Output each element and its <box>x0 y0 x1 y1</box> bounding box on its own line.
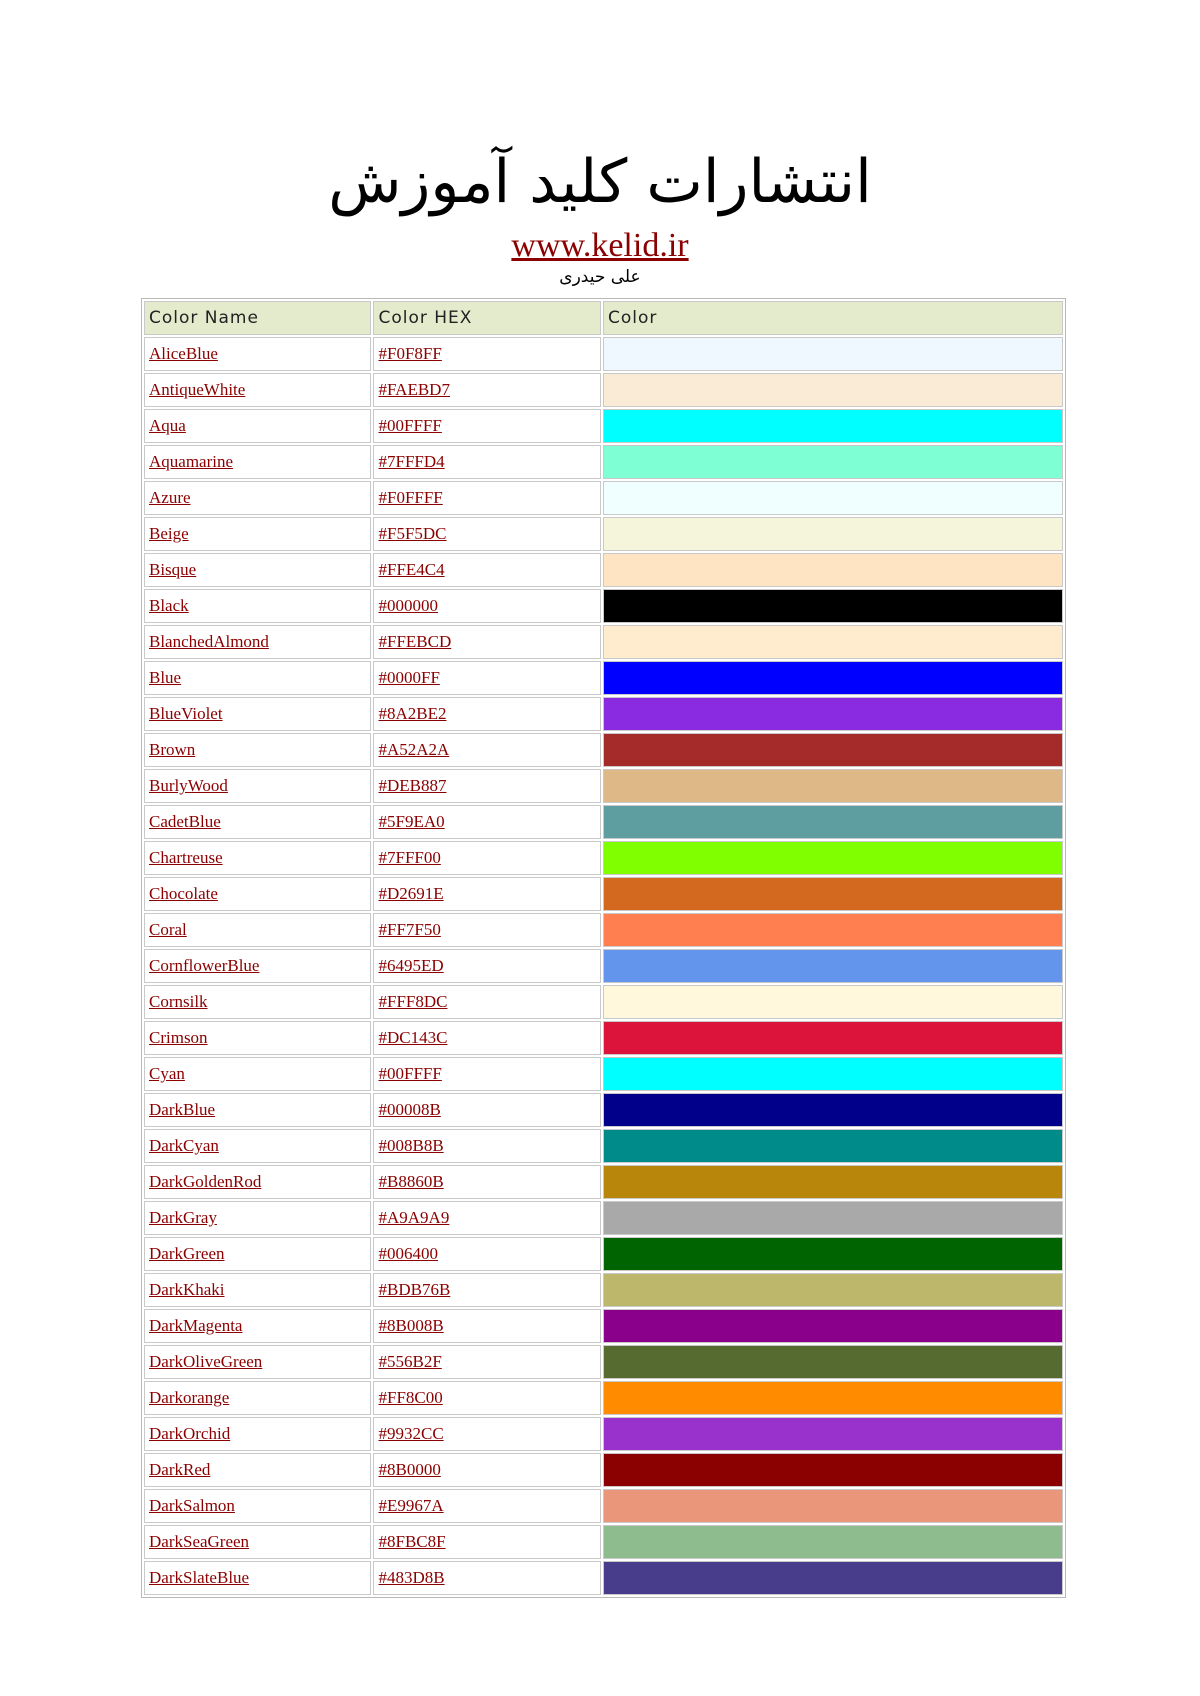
color-hex-cell <box>373 1417 600 1451</box>
column-header-color-hex: Color HEX <box>373 301 600 335</box>
color-hex-cell <box>373 553 600 587</box>
publisher-title: انتشارات کلید آموزش <box>328 147 872 217</box>
color-hex-cell <box>373 373 600 407</box>
color-hex-link[interactable]: #008B8B <box>378 1136 444 1155</box>
color-swatch <box>603 985 1063 1019</box>
color-swatch <box>603 1453 1063 1487</box>
color-hex-cell <box>373 877 600 911</box>
color-hex-link[interactable]: #FFEBCD <box>378 632 452 651</box>
color-name-link[interactable]: BlueViolet <box>149 704 223 723</box>
color-hex-cell <box>373 985 600 1019</box>
color-hex-link[interactable]: #F0FFFF <box>378 488 443 507</box>
color-name-cell <box>144 1093 371 1127</box>
color-swatch <box>603 337 1063 371</box>
color-name-cell <box>144 1381 371 1415</box>
color-hex-cell <box>373 949 600 983</box>
color-swatch <box>603 1345 1063 1379</box>
color-hex-link[interactable]: #0000FF <box>378 668 440 687</box>
color-name-link[interactable]: CadetBlue <box>149 812 221 831</box>
color-hex-cell <box>373 1057 600 1091</box>
color-swatch <box>603 913 1063 947</box>
color-swatch <box>603 1057 1063 1091</box>
color-hex-cell <box>373 1021 600 1055</box>
table-row <box>144 1489 1063 1523</box>
color-hex-cell <box>373 1237 600 1271</box>
color-hex-cell <box>373 1201 600 1235</box>
color-hex-link[interactable]: #BDB76B <box>378 1280 451 1299</box>
color-name-link[interactable]: Aquamarine <box>149 452 234 471</box>
color-swatch <box>603 1525 1063 1559</box>
color-name-link[interactable]: DarkOliveGreen <box>149 1352 263 1371</box>
color-hex-link[interactable]: #9932CC <box>378 1424 444 1443</box>
color-name-cell <box>144 373 371 407</box>
column-header-color: Color <box>603 301 1063 335</box>
color-name-link[interactable]: Bisque <box>149 560 197 579</box>
color-name-link[interactable]: DarkMagenta <box>149 1316 243 1335</box>
color-hex-link[interactable]: #E9967A <box>378 1496 444 1515</box>
table-header-row <box>144 301 1063 335</box>
color-hex-link[interactable]: #00008B <box>378 1100 441 1119</box>
color-hex-link[interactable]: #8FBC8F <box>378 1532 446 1551</box>
color-swatch <box>603 481 1063 515</box>
color-name-link[interactable]: DarkOrchid <box>149 1424 231 1443</box>
table-row <box>144 1093 1063 1127</box>
color-name-link[interactable]: DarkGray <box>149 1208 217 1227</box>
color-hex-link[interactable]: #B8860B <box>378 1172 444 1191</box>
color-swatch <box>603 589 1063 623</box>
color-name-link[interactable]: CornflowerBlue <box>149 956 260 975</box>
color-name-cell <box>144 877 371 911</box>
color-hex-cell <box>373 337 600 371</box>
color-name-cell <box>144 1525 371 1559</box>
table-row <box>144 1345 1063 1379</box>
color-hex-cell <box>373 1129 600 1163</box>
color-hex-cell <box>373 1093 600 1127</box>
color-hex-link[interactable]: #00FFFF <box>378 416 442 435</box>
color-name-cell <box>144 1309 371 1343</box>
color-hex-cell <box>373 697 600 731</box>
color-hex-link[interactable]: #556B2F <box>378 1352 442 1371</box>
table-row <box>144 625 1063 659</box>
color-swatch <box>603 877 1063 911</box>
color-hex-link[interactable]: #F0F8FF <box>378 344 442 363</box>
color-hex-cell <box>373 1273 600 1307</box>
color-swatch <box>603 1129 1063 1163</box>
color-hex-link[interactable]: #5F9EA0 <box>378 812 445 831</box>
color-hex-link[interactable]: #FFF8DC <box>378 992 448 1011</box>
color-hex-link[interactable]: #F5F5DC <box>378 524 447 543</box>
color-swatch <box>603 769 1063 803</box>
color-hex-link[interactable]: #DEB887 <box>378 776 447 795</box>
table-row <box>144 373 1063 407</box>
color-name-link[interactable]: Coral <box>149 920 187 939</box>
color-swatch <box>603 1561 1063 1595</box>
color-swatch <box>603 733 1063 767</box>
table-row <box>144 661 1063 695</box>
color-name-link[interactable]: DarkGreen <box>149 1244 225 1263</box>
color-name-link[interactable]: Cornsilk <box>149 992 208 1011</box>
color-name-cell <box>144 517 371 551</box>
color-name-cell <box>144 589 371 623</box>
color-table-body <box>144 337 1063 1595</box>
color-hex-cell <box>373 841 600 875</box>
table-row <box>144 841 1063 875</box>
table-row <box>144 769 1063 803</box>
color-hex-cell <box>373 589 600 623</box>
color-hex-link[interactable]: #A9A9A9 <box>378 1208 450 1227</box>
color-swatch <box>603 1417 1063 1451</box>
color-name-link[interactable]: Crimson <box>149 1028 208 1047</box>
color-name-link[interactable]: Blue <box>149 668 182 687</box>
color-hex-link[interactable]: #D2691E <box>378 884 444 903</box>
color-name-cell <box>144 661 371 695</box>
color-name-link[interactable]: DarkKhaki <box>149 1280 225 1299</box>
color-hex-link[interactable]: #A52A2A <box>378 740 450 759</box>
color-name-cell <box>144 1453 371 1487</box>
color-swatch <box>603 1165 1063 1199</box>
color-hex-link[interactable]: #8B0000 <box>378 1460 441 1479</box>
color-hex-link[interactable]: #8A2BE2 <box>378 704 447 723</box>
color-name-cell <box>144 733 371 767</box>
color-hex-cell <box>373 445 600 479</box>
color-name-link[interactable]: Black <box>149 596 189 615</box>
color-name-cell <box>144 1057 371 1091</box>
color-hex-cell <box>373 1345 600 1379</box>
color-hex-link[interactable]: #000000 <box>378 596 438 615</box>
color-swatch <box>603 625 1063 659</box>
color-name-cell <box>144 769 371 803</box>
table-row <box>144 445 1063 479</box>
table-row <box>144 1561 1063 1595</box>
color-name-link[interactable]: Azure <box>149 488 191 507</box>
color-hex-link[interactable]: #006400 <box>378 1244 438 1263</box>
website-link[interactable]: www.kelid.ir <box>511 227 689 264</box>
color-hex-cell <box>373 1309 600 1343</box>
color-name-cell <box>144 1165 371 1199</box>
table-row <box>144 805 1063 839</box>
color-name-cell <box>144 337 371 371</box>
table-row <box>144 913 1063 947</box>
color-name-link[interactable]: DarkCyan <box>149 1136 219 1155</box>
color-hex-cell <box>373 625 600 659</box>
color-hex-cell <box>373 481 600 515</box>
table-row <box>144 1165 1063 1199</box>
color-hex-link[interactable]: #7FFF00 <box>378 848 441 867</box>
color-hex-link[interactable]: #FAEBD7 <box>378 380 450 399</box>
color-name-link[interactable]: BlanchedAlmond <box>149 632 269 651</box>
document-header <box>0 140 1200 288</box>
color-name-cell <box>144 445 371 479</box>
table-row <box>144 1525 1063 1559</box>
color-name-cell <box>144 1237 371 1271</box>
table-row <box>144 985 1063 1019</box>
color-swatch <box>603 409 1063 443</box>
color-name-cell <box>144 1417 371 1451</box>
table-row <box>144 1057 1063 1091</box>
color-hex-cell <box>373 1165 600 1199</box>
table-row <box>144 481 1063 515</box>
color-table <box>141 298 1066 1598</box>
color-name-link[interactable]: AliceBlue <box>149 344 218 363</box>
color-name-link[interactable]: DarkGoldenRod <box>149 1172 262 1191</box>
color-hex-link[interactable]: #DC143C <box>378 1028 448 1047</box>
color-name-cell <box>144 1129 371 1163</box>
color-name-cell <box>144 409 371 443</box>
table-row <box>144 1453 1063 1487</box>
color-hex-cell <box>373 1381 600 1415</box>
color-name-cell <box>144 1021 371 1055</box>
color-swatch <box>603 661 1063 695</box>
color-name-cell <box>144 1201 371 1235</box>
color-name-cell <box>144 697 371 731</box>
color-swatch <box>603 445 1063 479</box>
color-swatch <box>603 373 1063 407</box>
table-row <box>144 1237 1063 1271</box>
color-hex-cell <box>373 913 600 947</box>
color-name-cell <box>144 481 371 515</box>
color-name-link[interactable]: Darkorange <box>149 1388 230 1407</box>
table-row <box>144 409 1063 443</box>
color-swatch <box>603 1021 1063 1055</box>
color-name-cell <box>144 985 371 1019</box>
color-swatch <box>603 805 1063 839</box>
table-row <box>144 1417 1063 1451</box>
table-row <box>144 949 1063 983</box>
table-row <box>144 1273 1063 1307</box>
table-row <box>144 1021 1063 1055</box>
color-name-link[interactable]: DarkSeaGreen <box>149 1532 250 1551</box>
table-row <box>144 517 1063 551</box>
color-swatch <box>603 949 1063 983</box>
color-hex-cell <box>373 1561 600 1595</box>
color-swatch <box>603 1489 1063 1523</box>
color-name-link[interactable]: Chartreuse <box>149 848 223 867</box>
color-swatch <box>603 1093 1063 1127</box>
color-name-cell <box>144 1345 371 1379</box>
color-hex-cell <box>373 733 600 767</box>
color-hex-cell <box>373 1453 600 1487</box>
color-name-cell <box>144 1489 371 1523</box>
color-name-link[interactable]: DarkSalmon <box>149 1496 235 1515</box>
color-name-cell <box>144 805 371 839</box>
color-hex-link[interactable]: #00FFFF <box>378 1064 442 1083</box>
color-hex-link[interactable]: #6495ED <box>378 956 444 975</box>
color-name-link[interactable]: Aqua <box>149 416 186 435</box>
color-name-link[interactable]: Brown <box>149 740 196 759</box>
color-hex-link[interactable]: #FFE4C4 <box>378 560 445 579</box>
color-hex-link[interactable]: #7FFFD4 <box>378 452 445 471</box>
color-hex-cell <box>373 805 600 839</box>
color-swatch <box>603 517 1063 551</box>
color-swatch <box>603 1381 1063 1415</box>
table-row <box>144 1309 1063 1343</box>
color-name-cell <box>144 625 371 659</box>
color-name-link[interactable]: Chocolate <box>149 884 218 903</box>
color-name-link[interactable]: DarkBlue <box>149 1100 216 1119</box>
color-hex-link[interactable]: #FF8C00 <box>378 1388 443 1407</box>
color-swatch <box>603 1273 1063 1307</box>
color-swatch <box>603 553 1063 587</box>
color-swatch <box>603 697 1063 731</box>
color-name-cell <box>144 913 371 947</box>
color-hex-cell <box>373 517 600 551</box>
color-name-cell <box>144 553 371 587</box>
color-name-link[interactable]: DarkRed <box>149 1460 211 1479</box>
color-swatch <box>603 1237 1063 1271</box>
color-swatch <box>603 1201 1063 1235</box>
table-row <box>144 1201 1063 1235</box>
color-hex-cell <box>373 661 600 695</box>
author-name: علی حیدری <box>559 267 641 287</box>
color-name-link[interactable]: Cyan <box>149 1064 185 1083</box>
table-row <box>144 589 1063 623</box>
color-name-cell <box>144 841 371 875</box>
color-hex-cell <box>373 1525 600 1559</box>
color-name-cell <box>144 949 371 983</box>
color-hex-cell <box>373 409 600 443</box>
color-hex-link[interactable]: #FF7F50 <box>378 920 441 939</box>
color-hex-link[interactable]: #8B008B <box>378 1316 444 1335</box>
color-swatch <box>603 1309 1063 1343</box>
table-row <box>144 877 1063 911</box>
color-swatch <box>603 841 1063 875</box>
table-row <box>144 337 1063 371</box>
table-row <box>144 553 1063 587</box>
table-row <box>144 733 1063 767</box>
color-name-link[interactable]: AntiqueWhite <box>149 380 246 399</box>
color-name-link[interactable]: BurlyWood <box>149 776 228 795</box>
color-name-link[interactable]: DarkSlateBlue <box>149 1568 250 1587</box>
table-row <box>144 697 1063 731</box>
color-name-cell <box>144 1273 371 1307</box>
table-row <box>144 1129 1063 1163</box>
color-hex-link[interactable]: #483D8B <box>378 1568 445 1587</box>
color-hex-cell <box>373 1489 600 1523</box>
table-row <box>144 1381 1063 1415</box>
color-hex-cell <box>373 769 600 803</box>
column-header-color-name: Color Name <box>144 301 371 335</box>
color-name-cell <box>144 1561 371 1595</box>
color-name-link[interactable]: Beige <box>149 524 189 543</box>
